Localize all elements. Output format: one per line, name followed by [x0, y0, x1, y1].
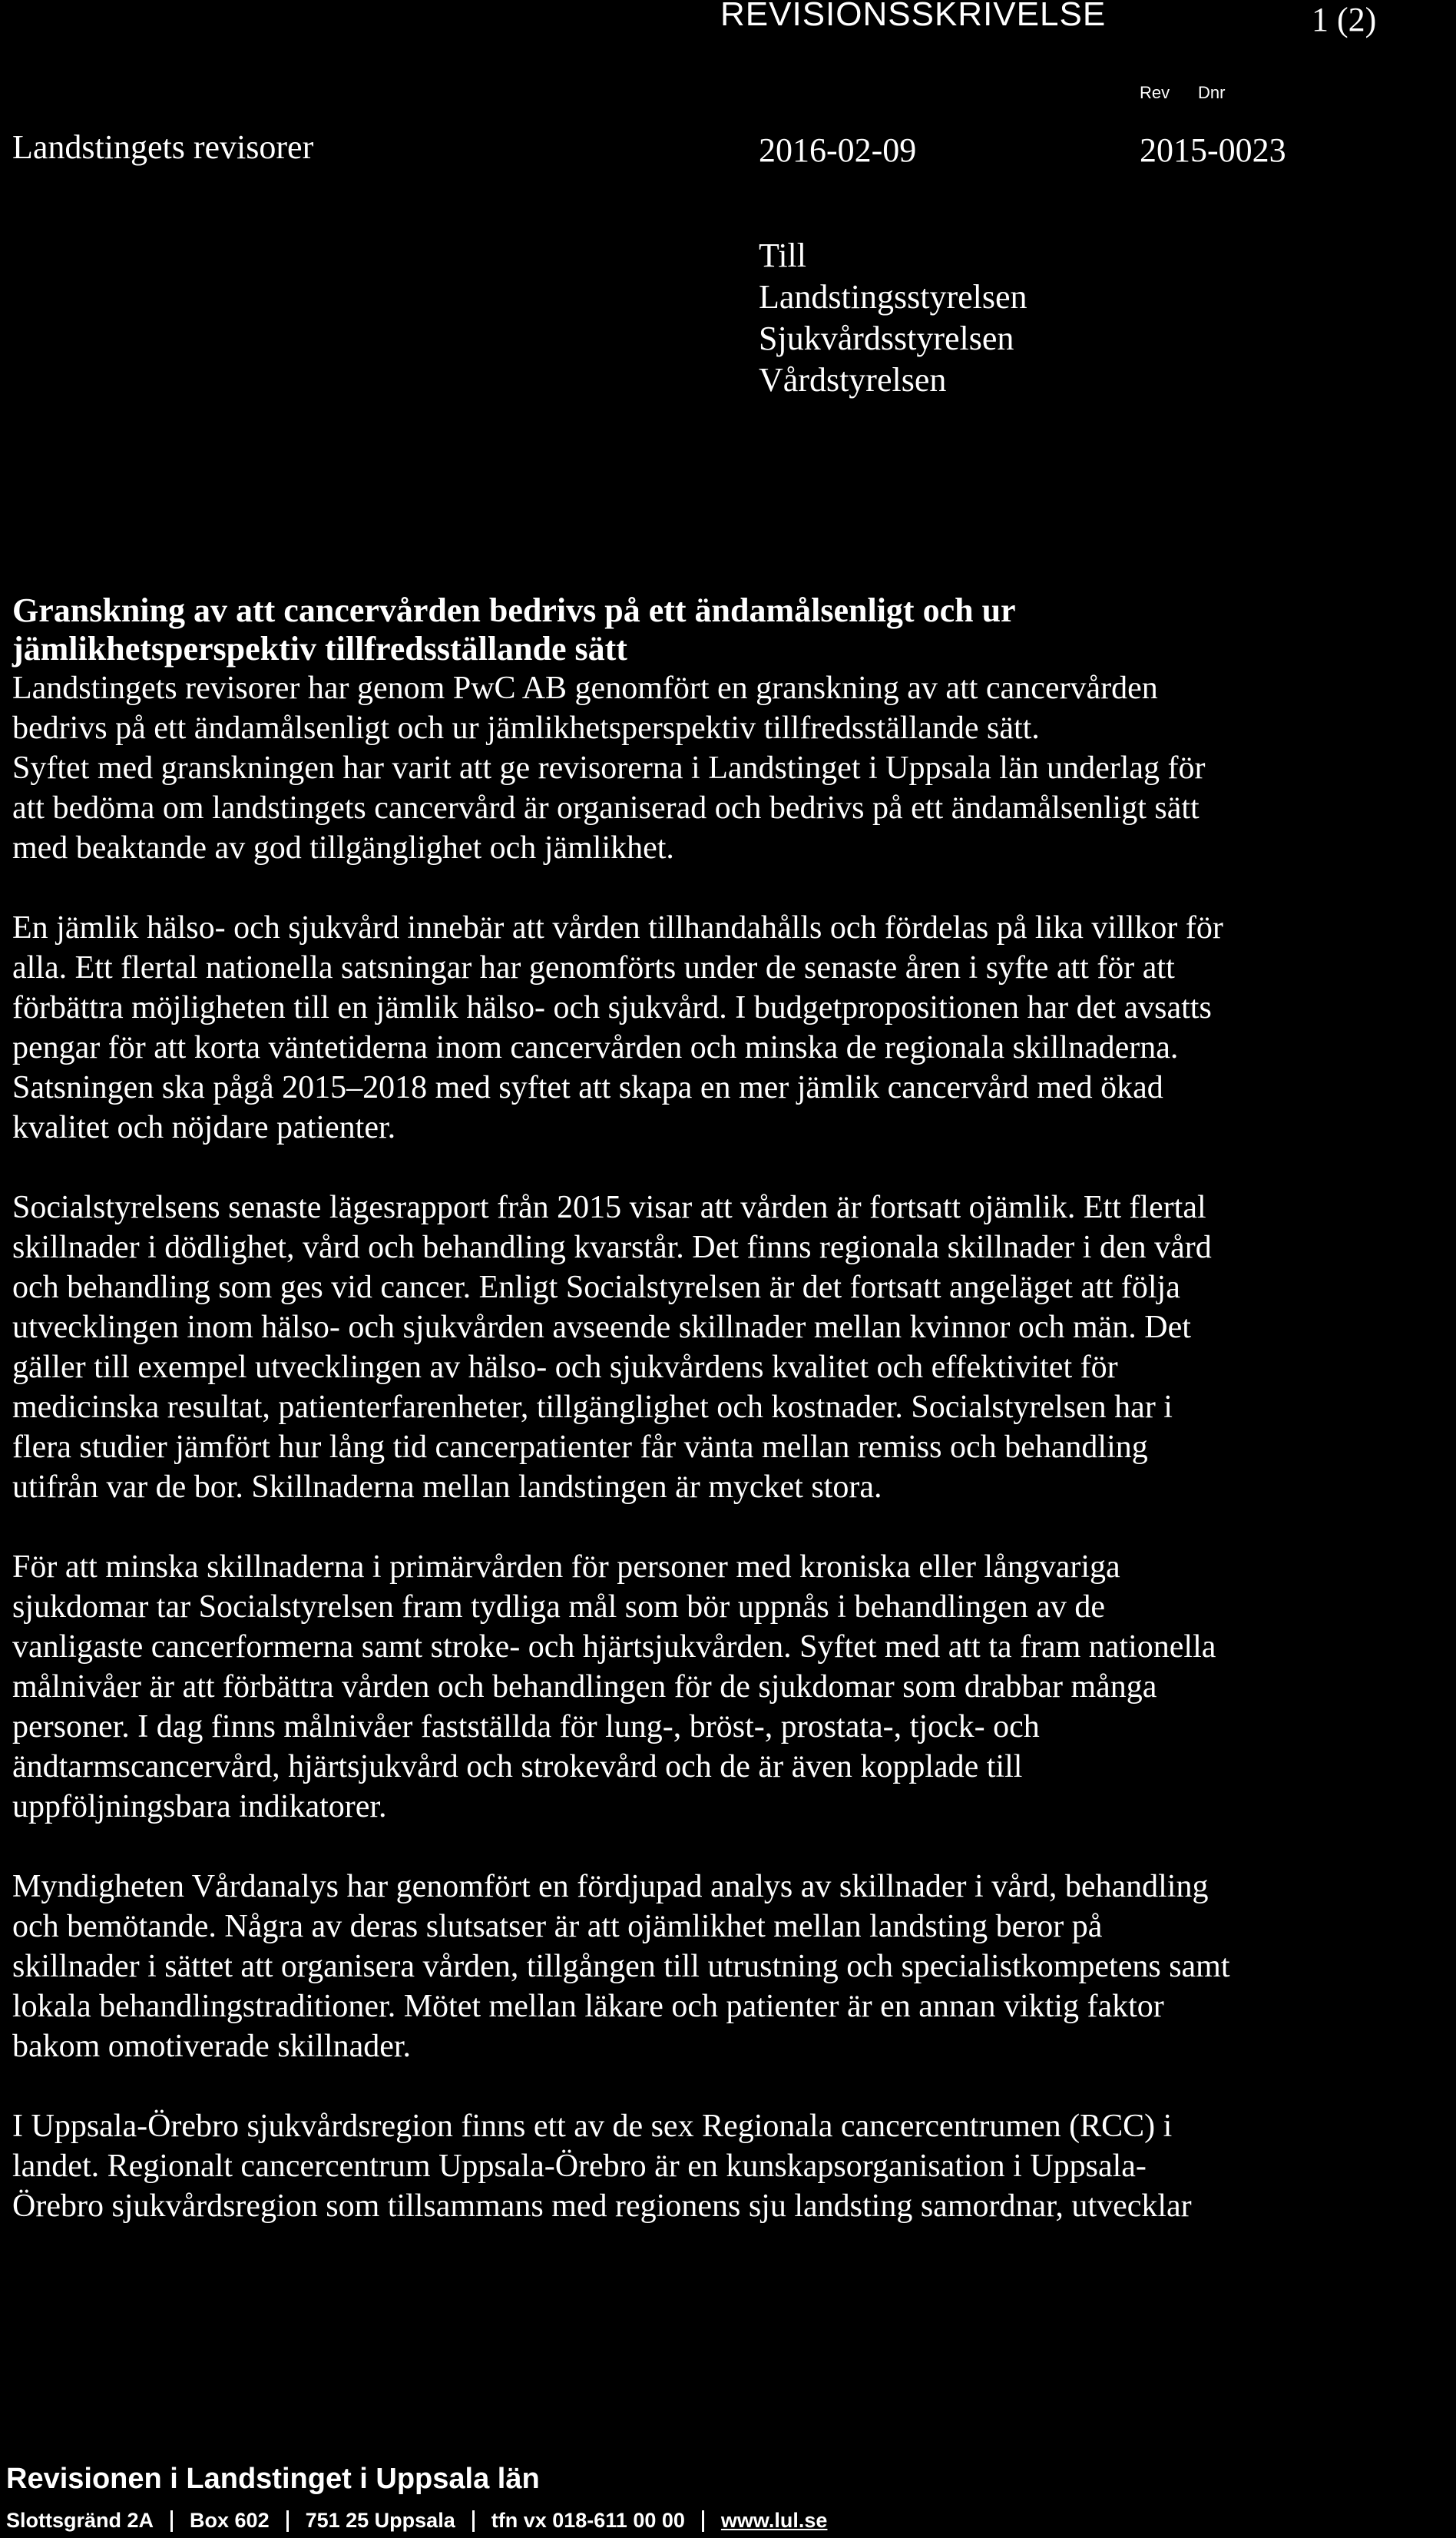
text-line: och behandling som ges vid cancer. Enligt Socialstyrelsen är det fortsatt angeläget att följa: [12, 1270, 1180, 1305]
text-line: flera studier jämfört hur lång tid cancerpatienter får vänta mellan remiss och behandling: [12, 1430, 1148, 1465]
footer-separator: [702, 2510, 704, 2532]
text-line: lokala behandlingstraditioner. Mötet mellan läkare och patienter är en annan viktig faktor: [12, 1989, 1164, 2024]
recipient: Landstingsstyrelsen: [759, 278, 1027, 316]
text-line: skillnader i sättet att organisera vården, tillgången till utrustning och specialistkompetens samt: [12, 1949, 1230, 1984]
text-line: personer. I dag finns målnivåer fastställda för lung-, bröst-, prostata-, tjock- och: [12, 1709, 1040, 1744]
text-line: En jämlik hälso- och sjukvård innebär att vården tillhandahålls och fördelas på lika villkor för: [12, 910, 1223, 946]
paragraph-gap: [12, 868, 1456, 908]
text-line: ändtarmscancervård, hjärtsjukvård och strokevård och de är även kopplade till: [12, 1749, 1023, 1784]
paragraph: [12, 1867, 1456, 2066]
paragraph: [12, 1188, 1456, 1507]
paragraph: [12, 748, 1456, 868]
rev-label: Rev: [1140, 83, 1170, 102]
text-line: med beaktande av god tillgänglighet och jämlikhet.: [12, 830, 674, 866]
text-line: pengar för att korta väntetiderna inom cancervården och minska de regionala skillnaderna.: [12, 1030, 1179, 1065]
footer-website-link[interactable]: www.lul.se: [720, 2509, 828, 2532]
footer-phone: tfn vx 018-611 00 00: [491, 2509, 685, 2532]
text-line: uppföljningsbara indikatorer.: [12, 1789, 387, 1824]
paragraph: [12, 2106, 1456, 2226]
text-line: landet. Regionalt cancercentrum Uppsala-Örebro är en kunskapsorganisation i Uppsala-: [12, 2149, 1147, 2184]
recipient: Sjukvårdsstyrelsen: [759, 320, 1014, 357]
text-line: utifrån var de bor. Skillnaderna mellan landstingen är mycket stora.: [12, 1469, 882, 1505]
text-line: För att minska skillnaderna i primärvården för personer med kroniska eller långvariga: [12, 1549, 1120, 1585]
text-line: skillnader i dödlighet, vård och behandling kvarstår. Det finns regionala skillnader i den vård: [12, 1230, 1212, 1265]
footer-address: Slottsgränd 2A: [6, 2509, 154, 2532]
text-line: vanligaste cancerformerna samt stroke- och hjärtsjukvården. Syftet med att ta fram nationella: [12, 1629, 1216, 1665]
paragraph: [12, 1547, 1456, 1827]
text-line: sjukdomar tar Socialstyrelsen fram tydliga mål som bör uppnås i behandlingen av de: [12, 1589, 1105, 1625]
document-date: 2016-02-09: [759, 131, 917, 169]
footer-separator: [472, 2510, 475, 2532]
text-line: Satsningen ska pågå 2015–2018 med syftet att skapa en mer jämlik cancervård med ökad: [12, 1070, 1163, 1105]
text-line: Örebro sjukvårdsregion som tillsammans med regionens sju landsting samordnar, utvecklar: [12, 2188, 1192, 2224]
text-line: förbättra möjligheten till en jämlik hälso- och sjukvård. I budgetpropositionen har det avsatts: [12, 990, 1212, 1025]
text-line: bakom omotiverade skillnader.: [12, 2029, 412, 2064]
sender: Landstingets revisorer: [12, 128, 314, 166]
text-line: Myndigheten Vårdanalys har genomfört en fördjupad analys av skillnader i vård, behandling: [12, 1869, 1209, 1904]
footer-box: Box 602: [190, 2509, 270, 2532]
recipients-intro: Till: [759, 237, 807, 274]
letter-heading: [12, 591, 1456, 668]
text-line: kvalitet och nöjdare patienter.: [12, 1110, 396, 1145]
text-line: medicinska resultat, patienterfarenheter, tillgänglighet och kostnader. Socialstyrelsen har i: [12, 1390, 1173, 1425]
letter-body: [12, 591, 1456, 2226]
heading-line: jämlikhetsperspektiv tillfredsställande sätt: [12, 630, 627, 668]
footer-postal: 751 25 Uppsala: [305, 2509, 455, 2532]
text-line: och bemötande. Några av deras slutsatser är att ojämlikhet mellan landsting beror på: [12, 1909, 1103, 1944]
recipient: Vårdstyrelsen: [759, 361, 947, 399]
footer-contact-line: [6, 2509, 827, 2533]
text-line: bedrivs på ett ändamålsenligt och ur jämlikhetsperspektiv tillfredsställande sätt.: [12, 711, 1040, 746]
text-line: att bedöma om landstingets cancervård är organiserad och bedrivs på ett ändamålsenligt sätt: [12, 790, 1200, 826]
text-line: Socialstyrelsens senaste lägesrapport från 2015 visar att vården är fortsatt ojämlik. Ett flertal: [12, 1190, 1206, 1225]
recipients-block: [759, 235, 1027, 401]
paragraph: [12, 668, 1456, 748]
text-line: Landstingets revisorer har genom PwC AB genomfört en granskning av att cancervården: [12, 671, 1158, 706]
text-line: utvecklingen inom hälso- och sjukvården avseende skillnader mellan kvinnor och män. Det: [12, 1310, 1191, 1345]
text-line: målnivåer är att förbättra vården och behandlingen för de sjukdomar som drabbar många: [12, 1669, 1157, 1705]
footer-separator: [286, 2510, 289, 2532]
paragraph-gap: [12, 2066, 1456, 2106]
paragraph-gap: [12, 1507, 1456, 1547]
page-number: 1 (2): [1312, 1, 1377, 38]
footer-separator: [170, 2510, 173, 2532]
heading-line: Granskning av att cancervården bedrivs på ett ändamålsenligt och ur: [12, 591, 1016, 629]
registration-number: 2015-0023: [1140, 131, 1286, 169]
paragraph-gap: [12, 1148, 1456, 1188]
dnr-label: Dnr: [1198, 83, 1226, 102]
text-line: gäller till exempel utvecklingen av hälso- och sjukvårdens kvalitet och effektivitet för: [12, 1350, 1118, 1385]
document-type: REVISIONSSKRIVELSE: [720, 0, 1107, 33]
text-line: I Uppsala-Örebro sjukvårdsregion finns ett av de sex Regionala cancercentrumen (RCC) i: [12, 2109, 1173, 2144]
text-line: alla. Ett flertal nationella satsningar har genomförts under de senaste åren i syfte att för att: [12, 950, 1175, 986]
paragraph-gap: [12, 1827, 1456, 1867]
paragraph: [12, 908, 1456, 1148]
footer-organization: Revisionen i Landstinget i Uppsala län: [6, 2463, 540, 2495]
text-line: Syftet med granskningen har varit att ge revisorerna i Landstinget i Uppsala län underlag för: [12, 750, 1206, 786]
